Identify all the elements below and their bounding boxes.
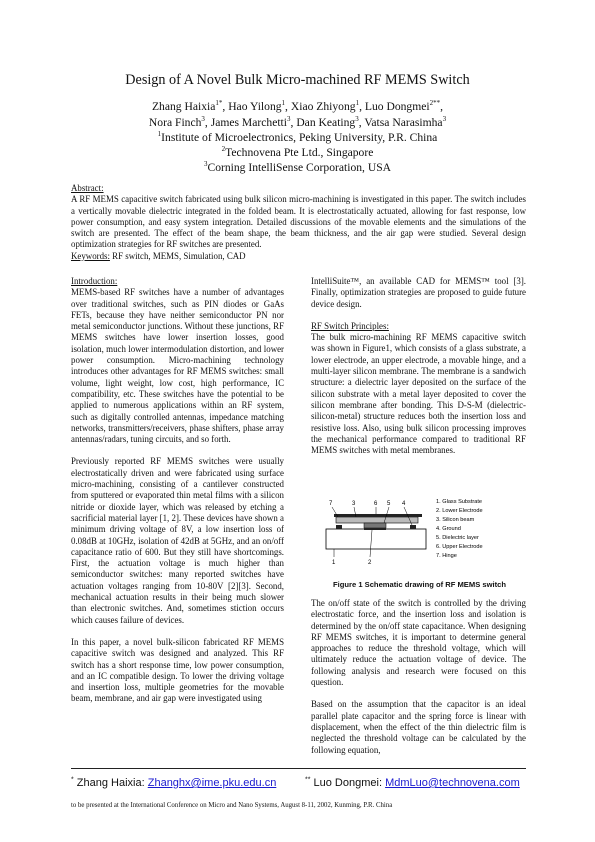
figure-legend — [436, 499, 483, 559]
switch-schematic — [324, 495, 528, 575]
keywords: Keywords: RF switch, MEMS, Simulation, CAD — [71, 250, 246, 261]
email-link-luo[interactable]: MdmLuo@technovena.com — [385, 777, 520, 789]
right-column-top — [311, 276, 526, 456]
silicon-beam-shape — [336, 517, 418, 523]
legend-item: 7. Hinge — [436, 553, 457, 559]
upper-electrode-shape — [334, 514, 422, 517]
intro-paragraph-2: Previously reported RF MEMS switches were usually electrostatically driven and were fabricated using surface micro-machining, consisting of a cantilever constructed from sputtered or evaporated thin metal films with a silicon nitride or dioxide layer, which was released by etching a sacrificial material layer [1, 2]. These devices have shown a minimum driving voltage of 8V, a low insertion loss of 0.08dB at 10GHz, isolation of 42dB at 5GHz, and an on/off capacitance ratio of 600. But they still have shortcomings. First, the actuation voltage is much higher than semiconductor switches: many reported switches have actuation voltages ranging from 10-80V [2][3]. Second, mechanical actuation results in their being much slower than electronic switches. And, sometimes stiction occurs which causes failure of devices. — [71, 456, 284, 625]
callout-1: 1 — [332, 560, 336, 566]
abstract-heading: Abstract: — [71, 183, 104, 193]
footnote-right: ** Luo Dongmei: MdmLuo@technovena.com — [305, 776, 520, 789]
abstract-body: A RF MEMS capacitive switch fabricated using bulk silicon micro-machining is investigated in this paper. The switch includes a vertically movable dielectric integrated in the folded beam. It is electrostatically actuated, allowing for fast response, low power consumption, and easy system integration. Detailed discussions of the movable elements and the simulations of the switch are presented. The effect of the beam shape, the beam thickness, and the air gap were studied. Several design optimization strategies for RF switches are presented. — [71, 194, 526, 250]
legend-item: 2. Lower Electrode — [436, 508, 483, 514]
callout-2: 2 — [368, 560, 372, 566]
right-column-bottom — [311, 598, 526, 756]
lower-electrode-shape — [364, 528, 386, 530]
paper-title: Design of A Novel Bulk Micro-machined RF MEMS Switch — [125, 72, 470, 88]
figure-1 — [324, 495, 528, 575]
callout-4: 4 — [402, 501, 406, 507]
legend-item: 3. Silicon beam — [436, 517, 475, 523]
principles-paragraph-1: The bulk micro-machining RF MEMS capacitive switch was shown in Figure1, which consists of a glass substrate, a lower electrode, an upper electrode, a movable hinge, and a multi-layer silicon membrane. The membrane is a sandwich structure: a dielectric layer deposited on the surface of the silicon substrate with a metal layer deposited to cover the silicon membrane after bonding. This D-S-M (dielectric-silicon-metal) structure reduces both the insertion loss and resistive loss. Also, using bulk silicon processing improves the mechanical performance compared to traditional RF MEMS switches with metal membranes. — [311, 332, 526, 456]
authors-line-1: Zhang Haixia$^{1*}$, Hao Yilong$^1$, Xiao Zhiyong$^1$, Luo Dongmei$^{2**}$, — [151, 99, 444, 113]
principles-paragraph-2: The on/off state of the switch is controlled by the driving electrostatic force, and the insertion loss and isolation is determined by the on/off state capacitance. When designing RF MEMS switches, it is important to determine general approaches to reduce the threshold voltage, which will ultimately reduce the actuation voltage of device. The following analysis and research were focused on this question. — [311, 598, 526, 688]
authors-line-2: Nora Finch$^3$, James Marchetti$^3$, Dan Keating$^3$, Vatsa Narasimha$^3$ — [148, 115, 447, 129]
affiliation-1: $^1$Institute of Microelectronics, Peking University, P.R. China — [157, 130, 438, 144]
footnote-rule — [71, 768, 526, 769]
legend-item: 5. Dielectric layer — [436, 535, 479, 541]
email-link-zhang[interactable]: Zhanghx@ime.pku.edu.cn — [147, 777, 277, 789]
callout-3: 3 — [352, 501, 356, 507]
callout-5: 5 — [387, 501, 391, 507]
intro-paragraph-1: MEMS-based RF switches have a number of advantages over traditional switches, such as PIN diodes or GaAs FETs, because they have neither semiconductor PN nor metal semiconductor junctions. Without these junctions, RF MEMS switches have lower insertion losses, good isolation, much lower intermodulation distortion, and lower power consumption. Micro-machining technology introduces other advantages for RF MEMS switches: small volume, light weight, low cost, high performance, IC compatibility, etc. These switches have the potential to be applied to numerous applications within an RF system, such as digitally controlled antennas, impedance matching networks, transmitters/receivers, phase shifters, phase array antennas/radars, tuning circuits, and so forth. — [71, 287, 284, 445]
glass-substrate-shape — [326, 529, 426, 549]
callout-7: 7 — [329, 501, 333, 507]
conference-note: to be presented at the International Conference on Micro and Nano Systems, August 8-11, 2002, Kunming, P.R. China — [71, 802, 393, 809]
legend-item: 1. Glass Substrate — [436, 499, 483, 505]
affiliation-3: $^3$Corning IntelliSense Corporation, USA — [203, 160, 392, 174]
footnote-left: * Zhang Haixia: Zhanghx@ime.pku.edu.cn — [71, 776, 277, 789]
abstract — [71, 183, 526, 262]
introduction-heading: Introduction: — [71, 276, 118, 286]
intro-continuation: IntelliSuite™, an available CAD for MEMS™ tool [3]. Finally, optimization strategies are proposed to guide future device design. — [311, 276, 526, 309]
figure-caption: Figure 1 Schematic drawing of RF MEMS switch — [333, 580, 506, 589]
ground-right-shape — [410, 525, 416, 529]
ground-left-shape — [336, 525, 342, 529]
legend-item: 4. Ground — [436, 526, 461, 532]
left-column — [71, 276, 284, 705]
callout-6: 6 — [374, 501, 378, 507]
legend-item: 6. Upper Electrode — [436, 544, 483, 550]
principles-heading: RF Switch Principles: — [311, 320, 389, 331]
intro-paragraph-3: In this paper, a novel bulk-silicon fabricated RF MEMS capacitive switch was designed and analyzed. This RF switch has a short response time, low power consumption, and an IC compatible design. To lower the driving voltage and insertion loss, multiple geometries for the movable beam, membrane, and air gap were investigated using — [71, 636, 284, 704]
dielectric-shape — [364, 523, 386, 528]
affiliation-2: $^2$Technovena Pte Ltd., Singapore — [221, 145, 374, 159]
principles-paragraph-3: Based on the assumption that the capacitor is an ideal parallel plate capacitor and the spring force is linear with displacement, when the effect of the thin dielectric film is neglected the threshold voltage can be calculated by the following equation, — [311, 699, 526, 755]
